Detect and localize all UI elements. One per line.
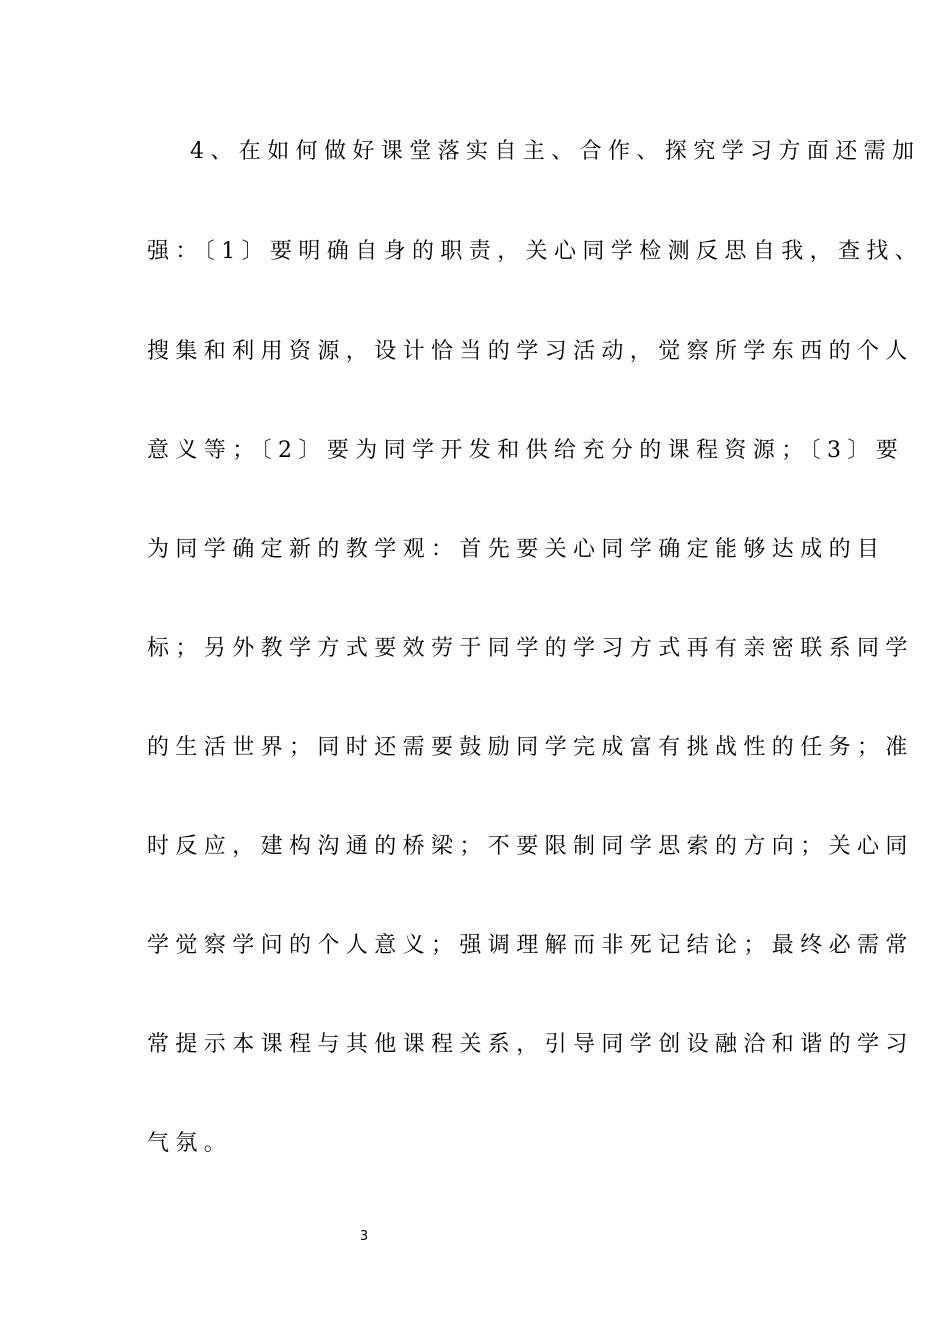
page-number: 3 [359,1229,369,1244]
paragraph-line: 气氛。 [147,1131,233,1156]
paragraph-line: 时反应，建构沟通的桥梁；不要限制同学思索的方向；关心同 [147,834,914,859]
paragraph-line: 意义等；〔2〕要为同学开发和供给充分的课程资源；〔3〕要 [147,438,905,463]
paragraph-line: 搜集和利用资源，设计恰当的学习活动，觉察所学东西的个人 [147,339,914,364]
paragraph-line: 4、在如何做好课堂落实自主、合作、探究学习方面还需加 [190,139,921,164]
paragraph-line: 标；另外教学方式要效劳于同学的学习方式再有亲密联系同学 [147,636,914,661]
paragraph-line: 为同学确定新的教学观：首先要关心同学确定能够达成的目 [147,537,886,562]
paragraph-line: 学觉察学问的个人意义；强调理解而非死记结论；最终必需常 [147,933,914,958]
paragraph-line: 强：〔1〕要明确自身的职责，关心同学检测反思自我，查找、 [147,239,924,264]
paragraph-line: 的生活世界；同时还需要鼓励同学完成富有挑战性的任务；准 [147,735,914,760]
paragraph-line: 常提示本课程与其他课程关系，引导同学创设融洽和谐的学习 [147,1032,914,1057]
